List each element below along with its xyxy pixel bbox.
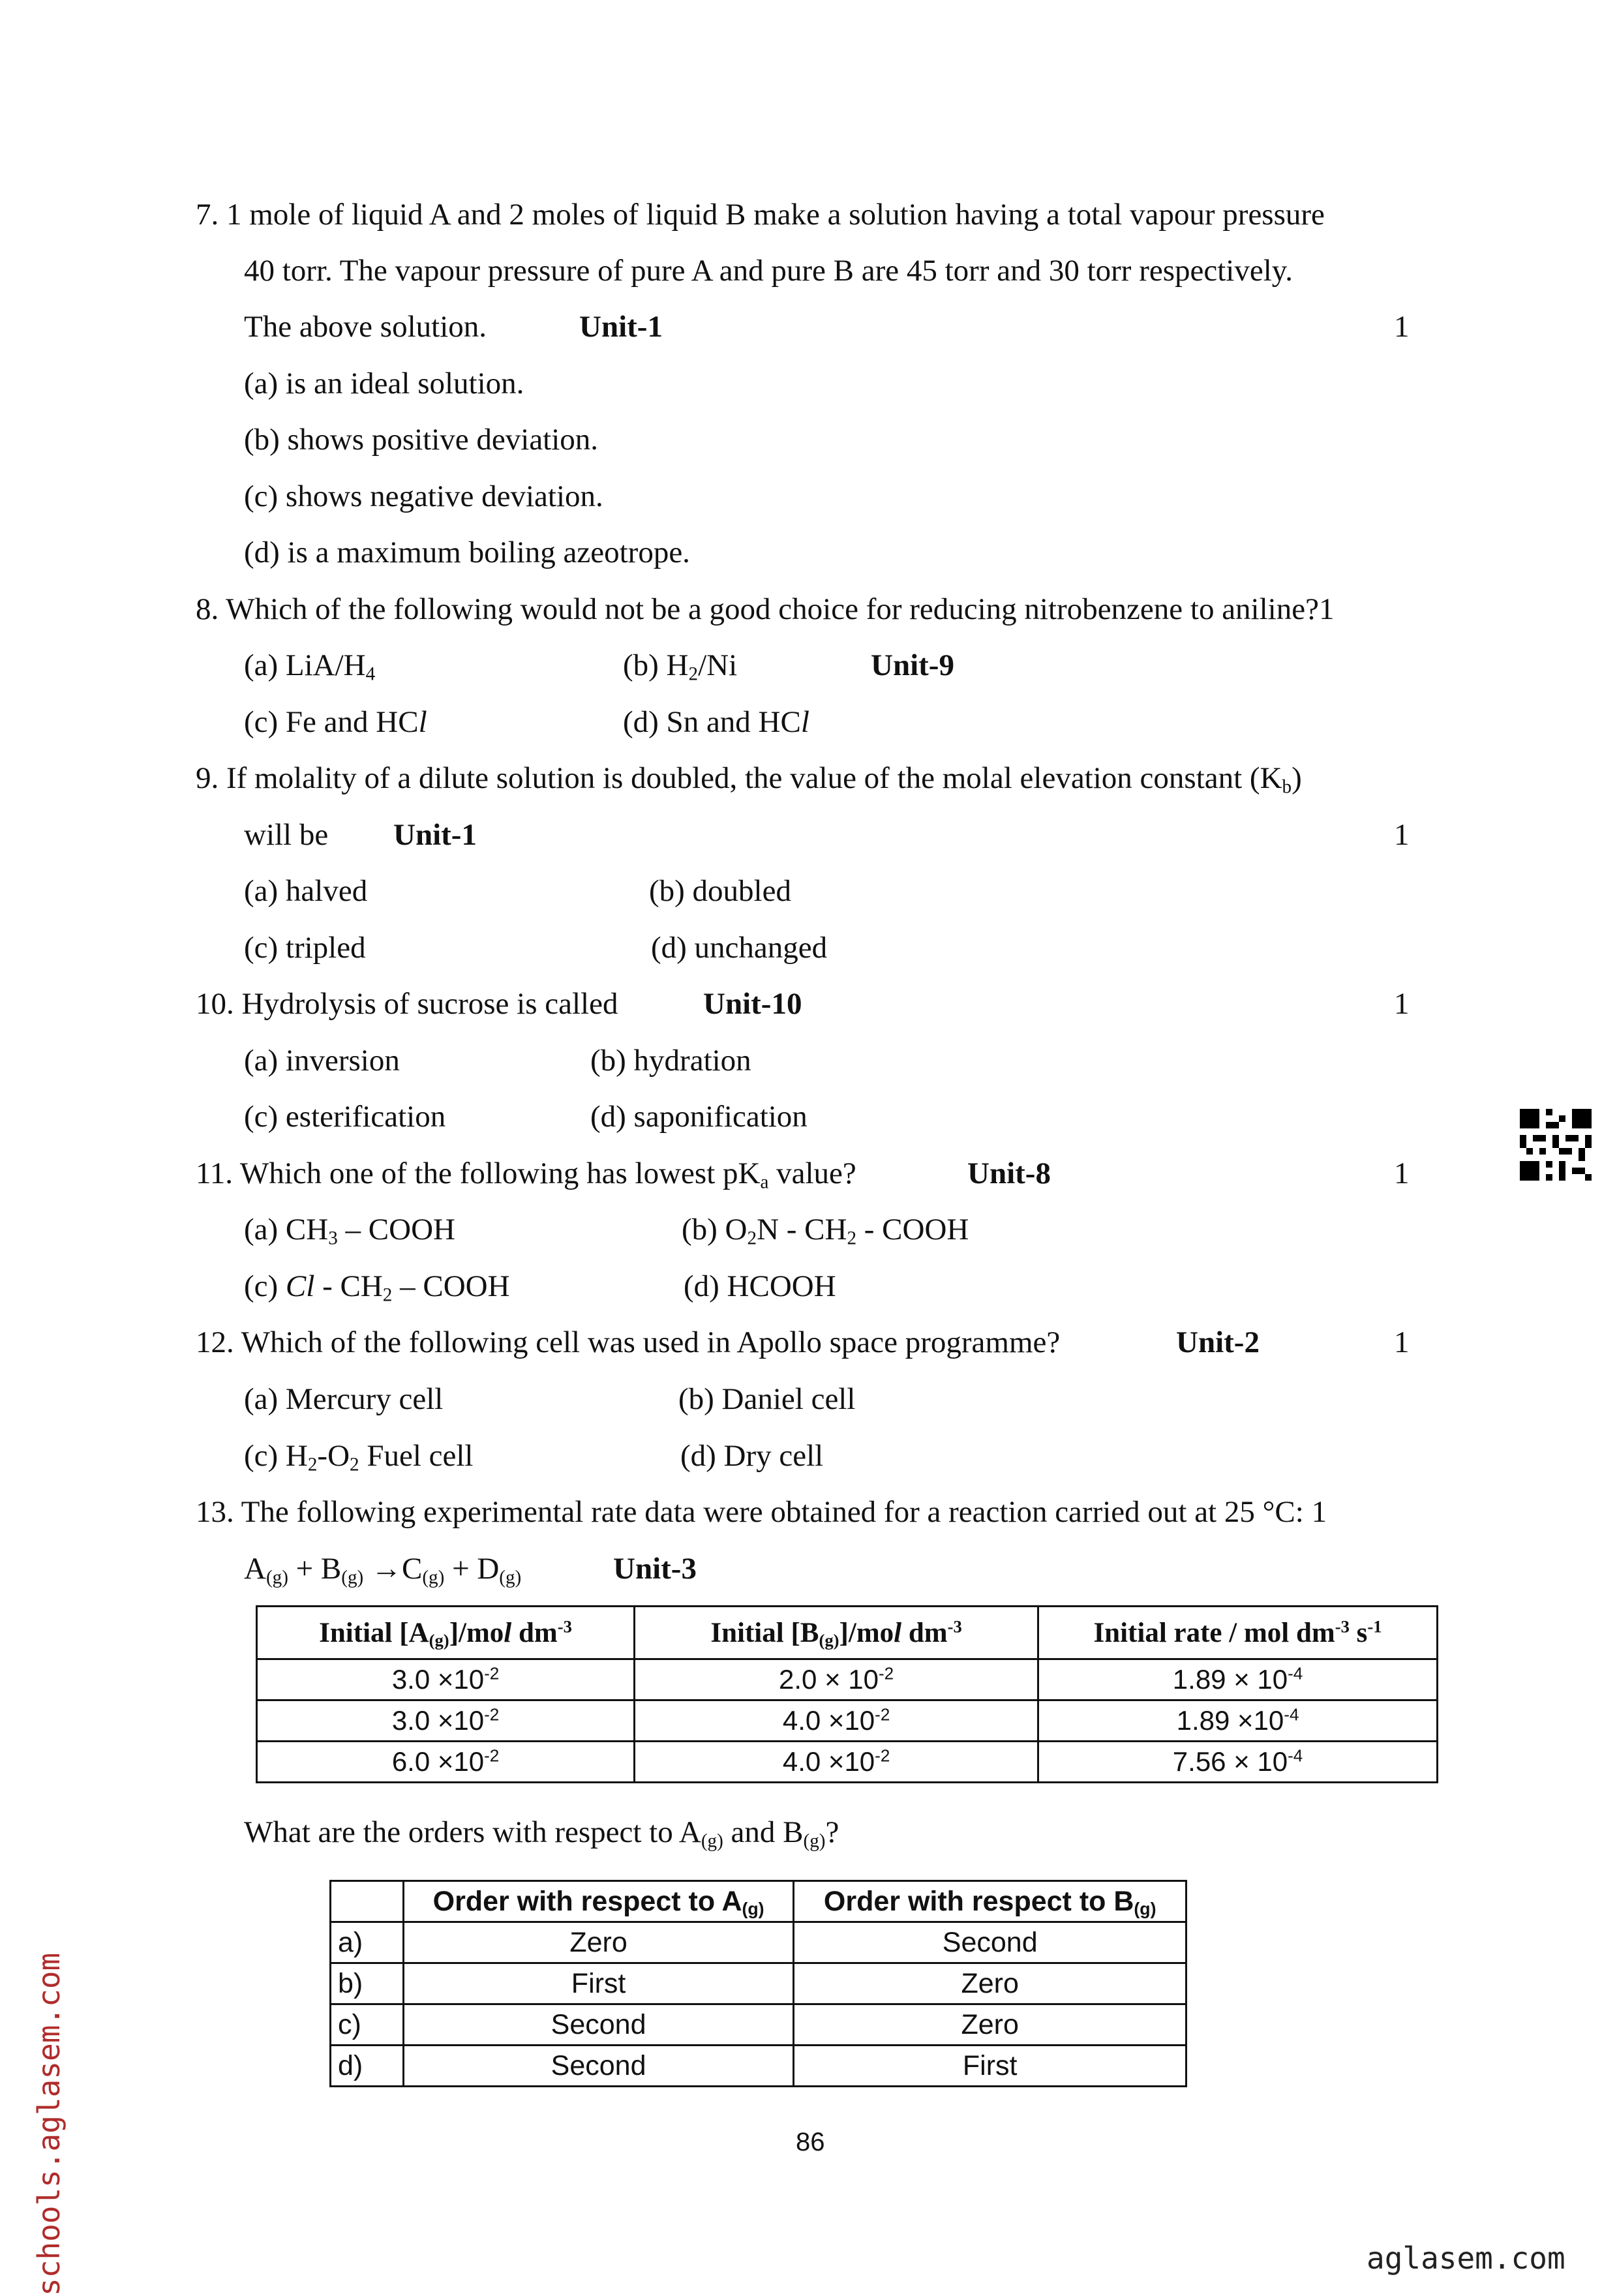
table-row xyxy=(257,1659,1438,1700)
order-b-value: Zero xyxy=(794,1963,1186,2004)
table-row xyxy=(257,1700,1438,1742)
order-a-value: Zero xyxy=(403,1922,794,1963)
q7-line3: The above solution. xyxy=(244,310,487,344)
q7-line2: 40 torr. The vapour pressure of pure A and pure B are 45 torr and 30 torr respectively. xyxy=(244,254,1293,288)
table-row xyxy=(331,2004,1186,2046)
cell-a: $6.0 \times 10^{-2}$ xyxy=(257,1742,635,1783)
q13-question: 13. The following experimental rate data were obtained for a reaction carried out at 25 °C: 1 xyxy=(196,1495,1327,1529)
order-a-value: First xyxy=(403,1963,794,2004)
footer-watermark: aglasem.com xyxy=(1367,2241,1565,2276)
option-label: c) xyxy=(331,2004,404,2046)
q7-option-a: (a) is an ideal solution. xyxy=(244,367,524,400)
q12-option-a: (a) Mercury cell xyxy=(244,1382,444,1416)
q10-question: 10. Hydrolysis of sucrose is called xyxy=(196,987,618,1021)
order-a-value: Second xyxy=(403,2046,794,2087)
q8-option-d: (d) Sn and HCl xyxy=(623,705,809,739)
q10-option-b: (b) hydration xyxy=(590,1044,751,1078)
q11-option-b: (b) $O_2N - CH_2$ - COOH xyxy=(682,1213,969,1249)
q10-marks: 1 xyxy=(1394,987,1410,1021)
q12-option-b: (b) Daniel cell xyxy=(678,1382,856,1416)
q9-option-b: (b) doubled xyxy=(649,874,791,908)
table-row xyxy=(331,1922,1186,1963)
q12-unit: Unit-2 xyxy=(1176,1325,1260,1359)
order-b-value: First xyxy=(794,2046,1186,2087)
cell-b: $4.0 \times 10^{-2}$ xyxy=(635,1700,1038,1742)
q7-option-b: (b) shows positive deviation. xyxy=(244,423,599,457)
q8-question: 8. Which of the following would not be a good choice for reducing nitrobenzene to aniline?1 xyxy=(196,592,1335,626)
q11-option-d: (d) HCOOH xyxy=(684,1269,836,1303)
q12-question: 12. Which of the following cell was used in Apollo space programme? xyxy=(196,1325,1061,1359)
q7-unit: Unit-1 xyxy=(579,310,663,344)
q8-option-c: (c) Fe and HCl xyxy=(244,705,427,739)
order-a-value: Second xyxy=(403,2004,794,2046)
q13-unit: Unit-3 xyxy=(613,1552,697,1586)
cell-rate: $1.89 \times 10^{-4}$ xyxy=(1038,1659,1438,1700)
orders-table xyxy=(329,1880,1187,2087)
q9-option-a: (a) halved xyxy=(244,874,368,908)
q7-option-d: (d) is a maximum boiling azeotrope. xyxy=(244,536,690,569)
q8-unit: Unit-9 xyxy=(871,648,954,682)
option-label: d) xyxy=(331,2046,404,2087)
q11-option-c: (c) Cl - $CH_2$ – COOH xyxy=(244,1269,510,1306)
rate-data-table xyxy=(256,1605,1438,1783)
q9-unit: Unit-1 xyxy=(393,818,477,852)
order-b-value: Zero xyxy=(794,2004,1186,2046)
option-label: b) xyxy=(331,1963,404,2004)
cell-b: $2.0 \times 10^{-2}$ xyxy=(635,1659,1038,1700)
header-order-b: Order with respect to $B_{(g)}$ xyxy=(794,1881,1186,1922)
q9-line2: will be xyxy=(244,818,329,852)
q10-option-d: (d) saponification xyxy=(590,1100,808,1134)
cell-a: $3.0 \times 10^{-2}$ xyxy=(257,1700,635,1742)
q12-option-c: (c) $H_2-O_2$ Fuel cell xyxy=(244,1439,474,1475)
side-watermark: schools.aglasem.com xyxy=(31,1952,67,2296)
table-header-row xyxy=(257,1607,1438,1659)
q10-option-c: (c) esterification xyxy=(244,1100,446,1134)
q8-option-b: (b) $H_2/Ni$ xyxy=(623,648,738,685)
q7-option-c: (c) shows negative deviation. xyxy=(244,479,603,513)
orders-header-row xyxy=(331,1881,1186,1922)
cell-rate: $7.56 \times 10^{-4}$ xyxy=(1038,1742,1438,1783)
q11-option-a: (a) $CH_3$ – COOH xyxy=(244,1213,455,1249)
q9-option-d: (d) unchanged xyxy=(651,931,828,965)
table-row xyxy=(257,1742,1438,1783)
q9-question: 9. If molality of a dilute solution is doubled, the value of the molal elevation constant $(K_b)$ xyxy=(196,761,1302,798)
q12-marks: 1 xyxy=(1394,1325,1410,1359)
q9-option-c: (c) tripled xyxy=(244,931,366,965)
page-number: 86 xyxy=(796,2128,825,2156)
qr-code-icon xyxy=(1520,1109,1592,1181)
q7-line1: 7. 1 mole of liquid A and 2 moles of liquid B make a solution having a total vapour pressure xyxy=(196,198,1325,232)
header-initial-a: Initial $[A_{(g)}]$/mol $dm^{-3}$ xyxy=(257,1607,635,1659)
table-row xyxy=(331,2046,1186,2087)
q9-marks: 1 xyxy=(1394,818,1410,852)
header-order-a: Order with respect to $A_{(g)}$ xyxy=(403,1881,794,1922)
q7-marks: 1 xyxy=(1394,310,1410,344)
q10-option-a: (a) inversion xyxy=(244,1044,400,1078)
q13-equation: $A_{(g)} + B_{(g)} \to C_{(g)} + D_{(g)}$ xyxy=(244,1552,522,1588)
cell-a: $3.0 \times 10^{-2}$ xyxy=(257,1659,635,1700)
table-row xyxy=(331,1963,1186,2004)
order-b-value: Second xyxy=(794,1922,1186,1963)
cell-b: $4.0 \times 10^{-2}$ xyxy=(635,1742,1038,1783)
cell-rate: $1.89 \times 10^{-4}$ xyxy=(1038,1700,1438,1742)
q10-unit: Unit-10 xyxy=(703,987,802,1021)
option-label: a) xyxy=(331,1922,404,1963)
header-initial-b: Initial $[B_{(g)}]$/mol $dm^{-3}$ xyxy=(635,1607,1038,1659)
q13-orders-question: What are the orders with respect to $A_{(g)}$ and $B_{(g)}$? xyxy=(244,1815,839,1852)
q12-option-d: (d) Dry cell xyxy=(680,1439,824,1473)
orders-header-blank xyxy=(331,1881,404,1922)
q8-option-a: (a) LiA/$H_4$ xyxy=(244,648,376,685)
header-initial-rate: Initial rate / mol $dm^{-3}$ $s^{-1}$ xyxy=(1038,1607,1438,1659)
q11-unit: Unit-8 xyxy=(967,1156,1051,1190)
q11-marks: 1 xyxy=(1394,1156,1410,1190)
q11-question: 11. Which one of the following has lowest $pK_a$ value? xyxy=(196,1156,856,1193)
